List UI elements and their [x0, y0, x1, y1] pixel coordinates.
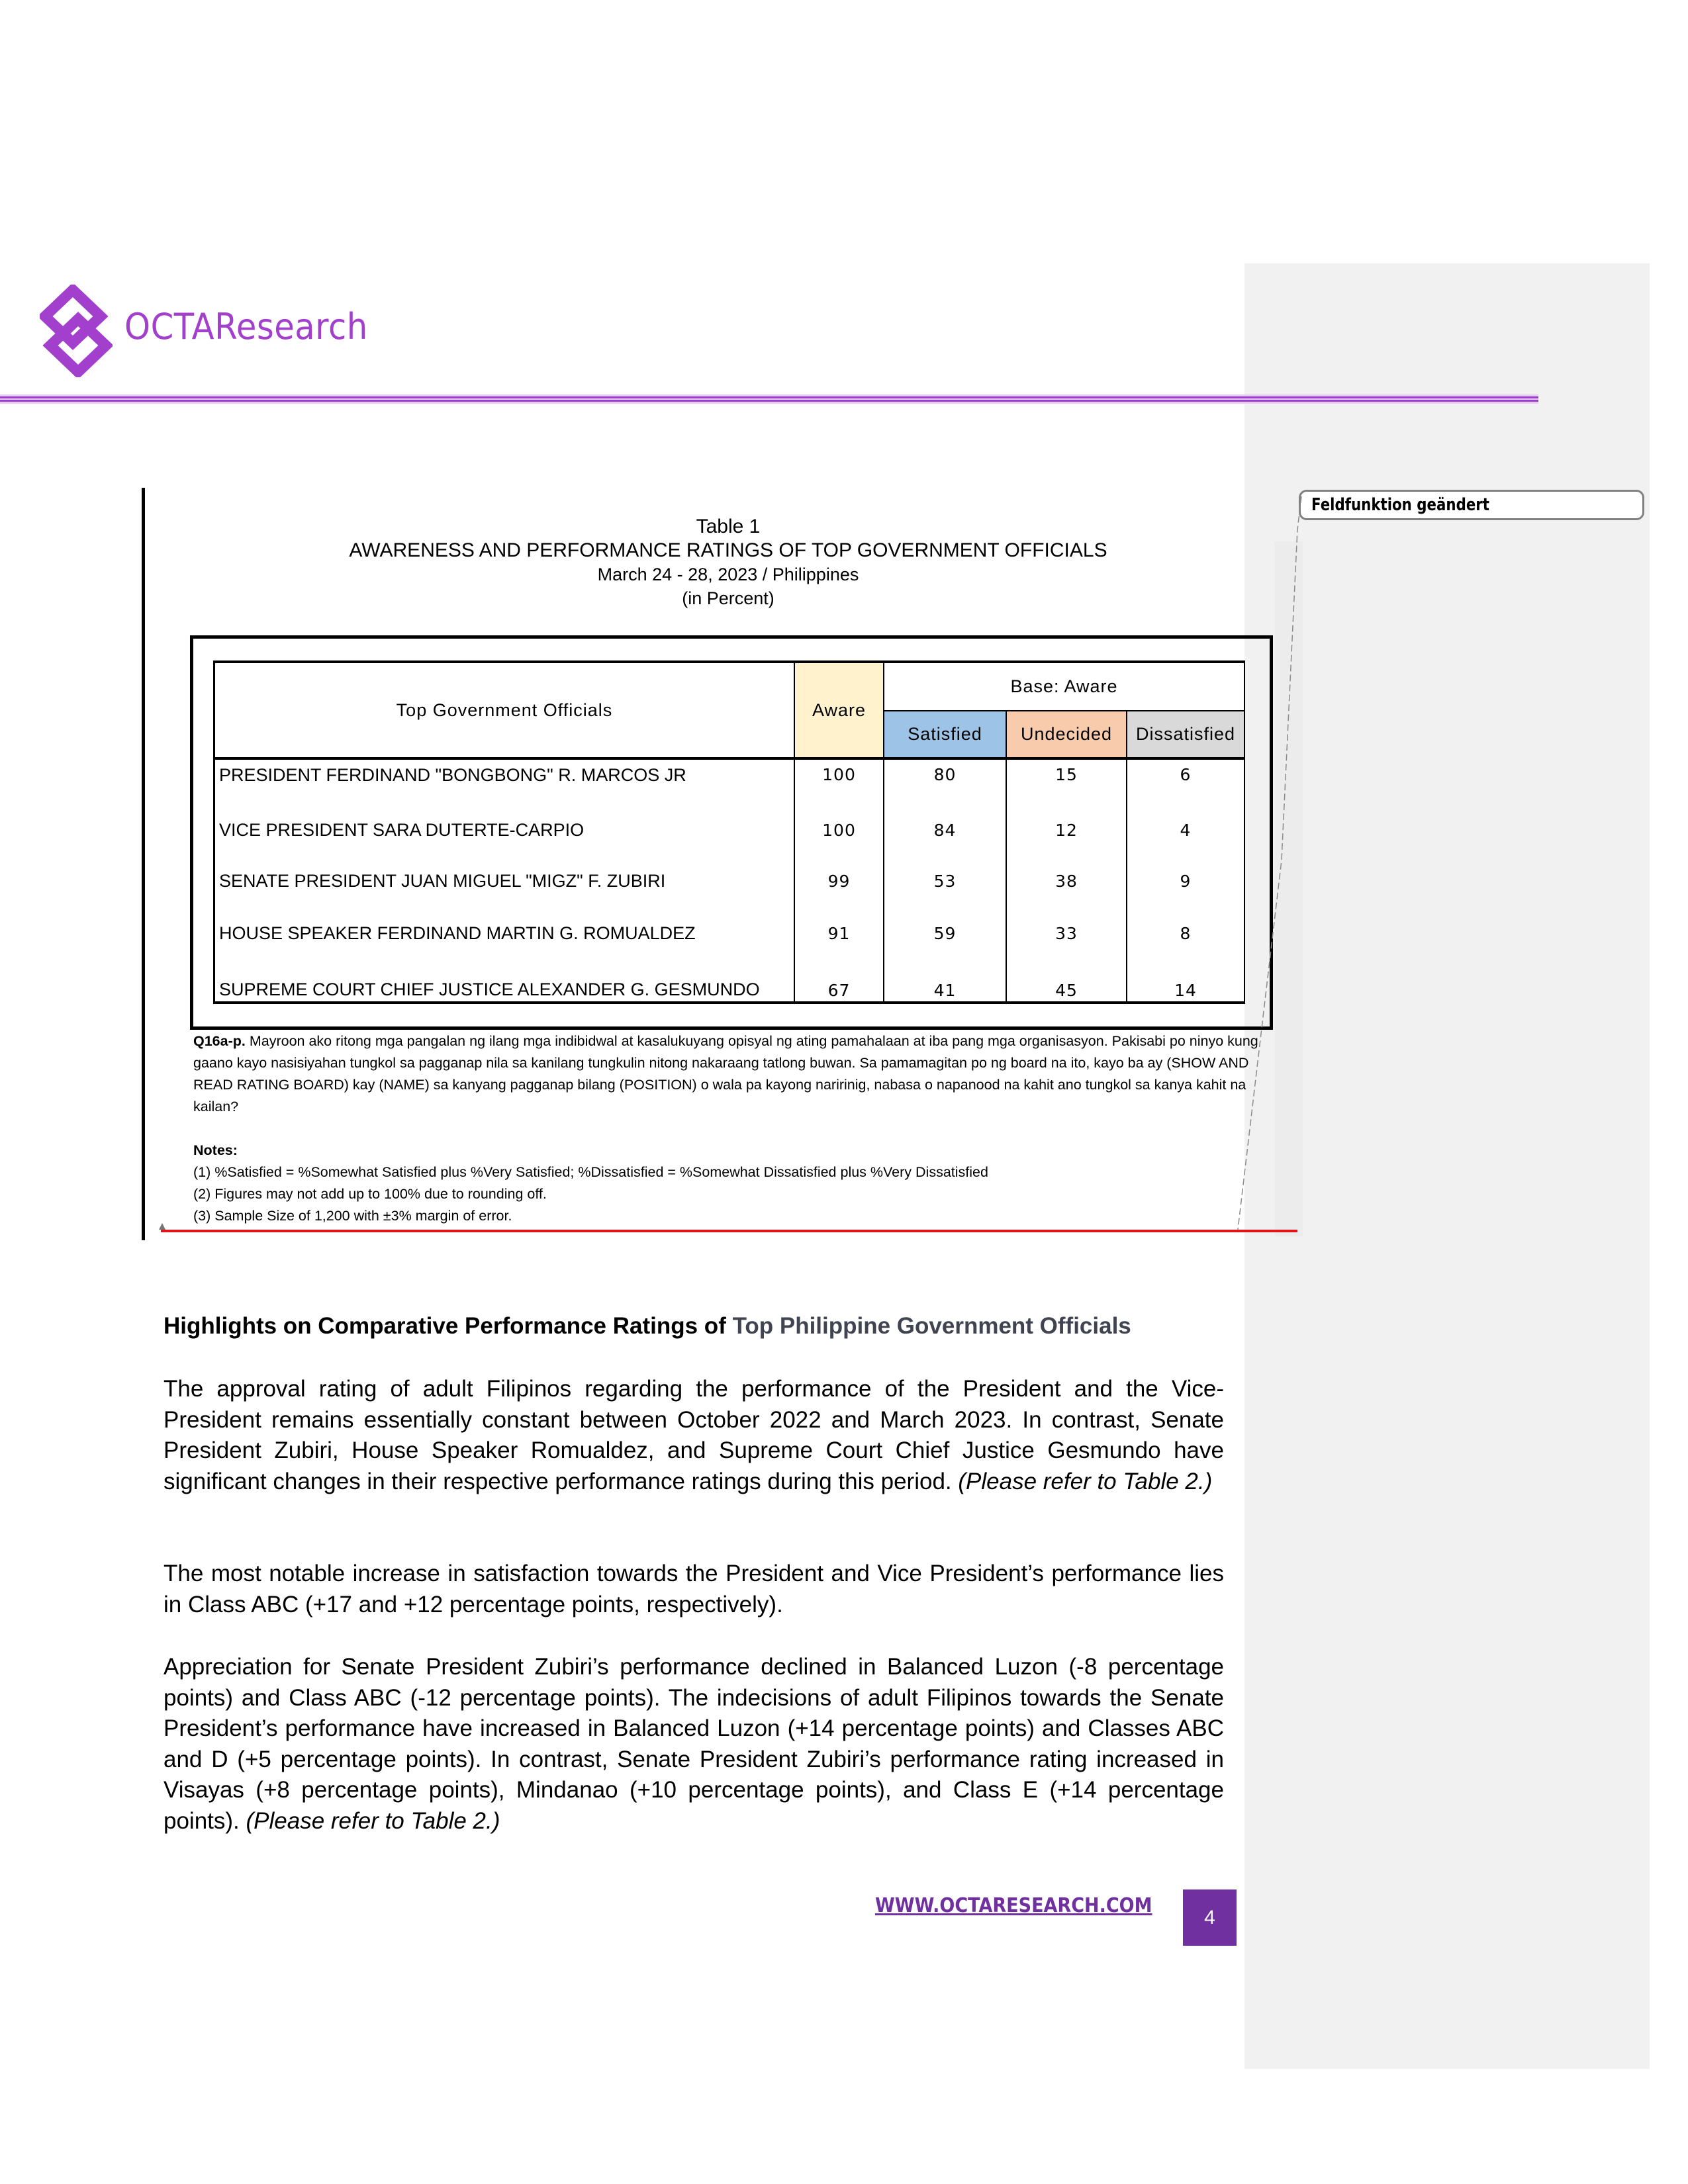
official-name: HOUSE SPEAKER FERDINAND MARTIN G. ROMUALDEZ [214, 901, 795, 952]
paragraph-text: The most notable increase in satisfaction towards the President and Vice President’s performance lies in Class ABC (+17 and +12 percentage points, respectively). [164, 1561, 1224, 1617]
official-name: PRESIDENT FERDINAND "BONGBONG" R. MARCOS JR [214, 758, 795, 793]
paragraph-1 [164, 1374, 1224, 1497]
col-header-base: Base: Aware [884, 662, 1244, 711]
col-header-satisfied: Satisfied [884, 711, 1006, 758]
heading-accent: Top Philippine Government Officials [732, 1313, 1131, 1339]
official-name: VICE PRESIDENT SARA DUTERTE-CARPIO [214, 793, 795, 848]
table-row [214, 848, 1245, 901]
table-row [214, 901, 1245, 952]
question-label: Q16a-p. [193, 1033, 246, 1049]
heading-plain: Highlights on Comparative Performance Ratings of [164, 1313, 733, 1339]
table-row [214, 952, 1245, 1003]
paragraph-2 [164, 1559, 1224, 1620]
revision-rule [161, 1230, 1297, 1232]
undecided-value: 33 [1006, 901, 1127, 952]
aware-value: 99 [794, 848, 884, 901]
note-item: (2) Figures may not add up to 100% due to rounding off. [193, 1186, 547, 1202]
table-number: Table 1 [696, 516, 761, 537]
comment-connector-line [1225, 490, 1311, 1238]
satisfied-value: 80 [884, 758, 1006, 793]
table-subtitle: AWARENESS AND PERFORMANCE RATINGS OF TOP GOVERNMENT OFFICIALS [349, 539, 1107, 561]
notes-title: Notes: [193, 1142, 238, 1158]
undecided-value: 12 [1006, 793, 1127, 848]
official-name: SENATE PRESIDENT JUAN MIGUEL "MIGZ" F. ZUBIRI [214, 848, 795, 901]
dissatisfied-value: 4 [1127, 793, 1244, 848]
note-item: (3) Sample Size of 1,200 with ±3% margin of error. [193, 1208, 512, 1224]
satisfied-value: 84 [884, 793, 1006, 848]
website-link[interactable]: WWW.OCTARESEARCH.COM [875, 1894, 1152, 1917]
aware-value: 91 [794, 901, 884, 952]
ratings-table [213, 660, 1245, 1004]
table-unit: (in Percent) [682, 588, 774, 608]
dissatisfied-value: 9 [1127, 848, 1244, 901]
aware-value: 100 [794, 793, 884, 848]
paragraph-3 [164, 1652, 1224, 1837]
survey-question [193, 1030, 1266, 1118]
section-heading [164, 1313, 1131, 1340]
table-row [214, 793, 1245, 848]
page-number: 4 [1183, 1889, 1237, 1946]
aware-value: 67 [794, 952, 884, 1003]
satisfied-value: 59 [884, 901, 1006, 952]
change-bar [142, 488, 145, 1240]
insertion-caret-icon [159, 1223, 165, 1230]
table-reference: (Please refer to Table 2.) [958, 1468, 1213, 1494]
paragraph-text: Appreciation for Senate President Zubiri’s performance declined in Balanced Luzon (-8 percentage points) and Class ABC (-12 percentage points). The indecisions of adult Filipinos towards the Senate President’s performance have increased in Balanced Luzon (+14 percentage points) and Classes ABC and D (+5 percentage points). In contrast, Senate President Zubiri’s performance rating increased in Visayas (+8 percentage points), Mindanao (+10 percentage points), and Class E (+14 percentage points). [164, 1654, 1224, 1834]
col-header-officials: Top Government Officials [214, 662, 795, 758]
dissatisfied-value: 8 [1127, 901, 1244, 952]
logo-text: OCTAResearch [124, 306, 368, 347]
undecided-value: 38 [1006, 848, 1127, 901]
octa-logo-icon [40, 285, 113, 377]
question-text: Mayroon ako ritong mga pangalan ng ilang mga indibidwal at kasalukuyang opisyal ng ating pamahalaan at iba pang mga organisasyon. Pakisabi po ninyo kung gaano kayo nasisiyahan tungkol sa pagganap nila sa kanilang tungkulin nitong nakaraang tatlong buwan. Sa pamamagitan po ng board na ito, kayo ba ay (SHOW AND READ RATING BOARD) kay (NAME) sa kanyang pagganap bilang (POSITION) o wala pa kayong naririnig, nabasa o napanood na kahit ano tungkol sa kanya kahit na kailan? [193, 1033, 1258, 1115]
undecided-value: 45 [1006, 952, 1127, 1003]
dissatisfied-value: 14 [1127, 952, 1244, 1003]
table-row [214, 758, 1245, 793]
note-item: (1) %Satisfied = %Somewhat Satisfied plus %Very Satisfied; %Dissatisfied = %Somewhat Dissatisfied plus %Very Dissatisfied [193, 1164, 988, 1180]
table-notes [193, 1140, 1266, 1227]
satisfied-value: 41 [884, 952, 1006, 1003]
aware-value: 100 [794, 758, 884, 793]
undecided-value: 15 [1006, 758, 1127, 793]
col-header-aware: Aware [794, 662, 884, 758]
table-reference: (Please refer to Table 2.) [246, 1807, 500, 1834]
satisfied-value: 53 [884, 848, 1006, 901]
table-title-block [152, 515, 1304, 610]
paragraph-text: The approval rating of adult Filipinos regarding the performance of the President and the Vice-President remains essentially constant between October 2022 and March 2023. In contrast, Senate President Zubiri, House Speaker Romualdez, and Supreme Court Chief Justice Gesmundo have significant changes in their respective performance ratings during this period. [164, 1376, 1224, 1494]
comment-balloon[interactable] [1299, 490, 1644, 520]
table-date: March 24 - 28, 2023 / Philippines [597, 565, 859, 584]
col-header-dissatisfied: Dissatisfied [1127, 711, 1244, 758]
dissatisfied-value: 6 [1127, 758, 1244, 793]
official-name: SUPREME COURT CHIEF JUSTICE ALEXANDER G. GESMUNDO [214, 952, 795, 1003]
comment-label: Feldfunktion geändert [1311, 495, 1489, 515]
col-header-undecided: Undecided [1006, 711, 1127, 758]
header-rule [0, 394, 1538, 404]
